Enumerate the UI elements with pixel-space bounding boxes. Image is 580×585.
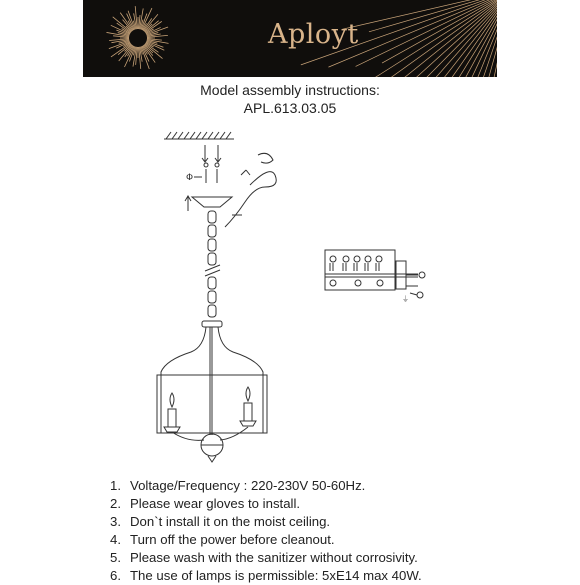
instruction-notes	[110, 477, 422, 585]
svg-text:Φ: Φ	[186, 173, 194, 183]
note-item: 3. Don`t install it on the moist ceiling.	[110, 514, 331, 529]
model-number: APL.613.03.05	[243, 100, 337, 116]
note-item: 1. Voltage/Frequency : 220-230V 50-60Hz.	[110, 478, 366, 493]
chandelier-assembly-diagram	[150, 125, 300, 470]
canopy	[192, 197, 232, 207]
page-title: Model assembly instructions:	[200, 82, 380, 98]
chain	[205, 211, 220, 317]
top-ring	[202, 321, 222, 327]
svg-text:⏚: ⏚	[402, 295, 409, 303]
note-item: 4. Turn off the power before cleanout.	[110, 532, 335, 547]
candle-left	[164, 393, 180, 432]
ceiling-hatch	[166, 132, 231, 139]
brand-logo: Aployt	[268, 19, 359, 50]
note-item: 5. Please wash with the sanitizer without corrosivity.	[110, 550, 418, 565]
note-item: 2. Please wear gloves to install.	[110, 496, 301, 511]
candle-right	[240, 387, 256, 426]
mounting-screws	[202, 145, 221, 183]
terminals	[330, 256, 383, 286]
note-item: 6. The use of lamps is permissible: 5xE14 max 40W.	[110, 568, 422, 583]
wiring-diagram	[318, 243, 428, 308]
brand-banner	[83, 0, 497, 77]
